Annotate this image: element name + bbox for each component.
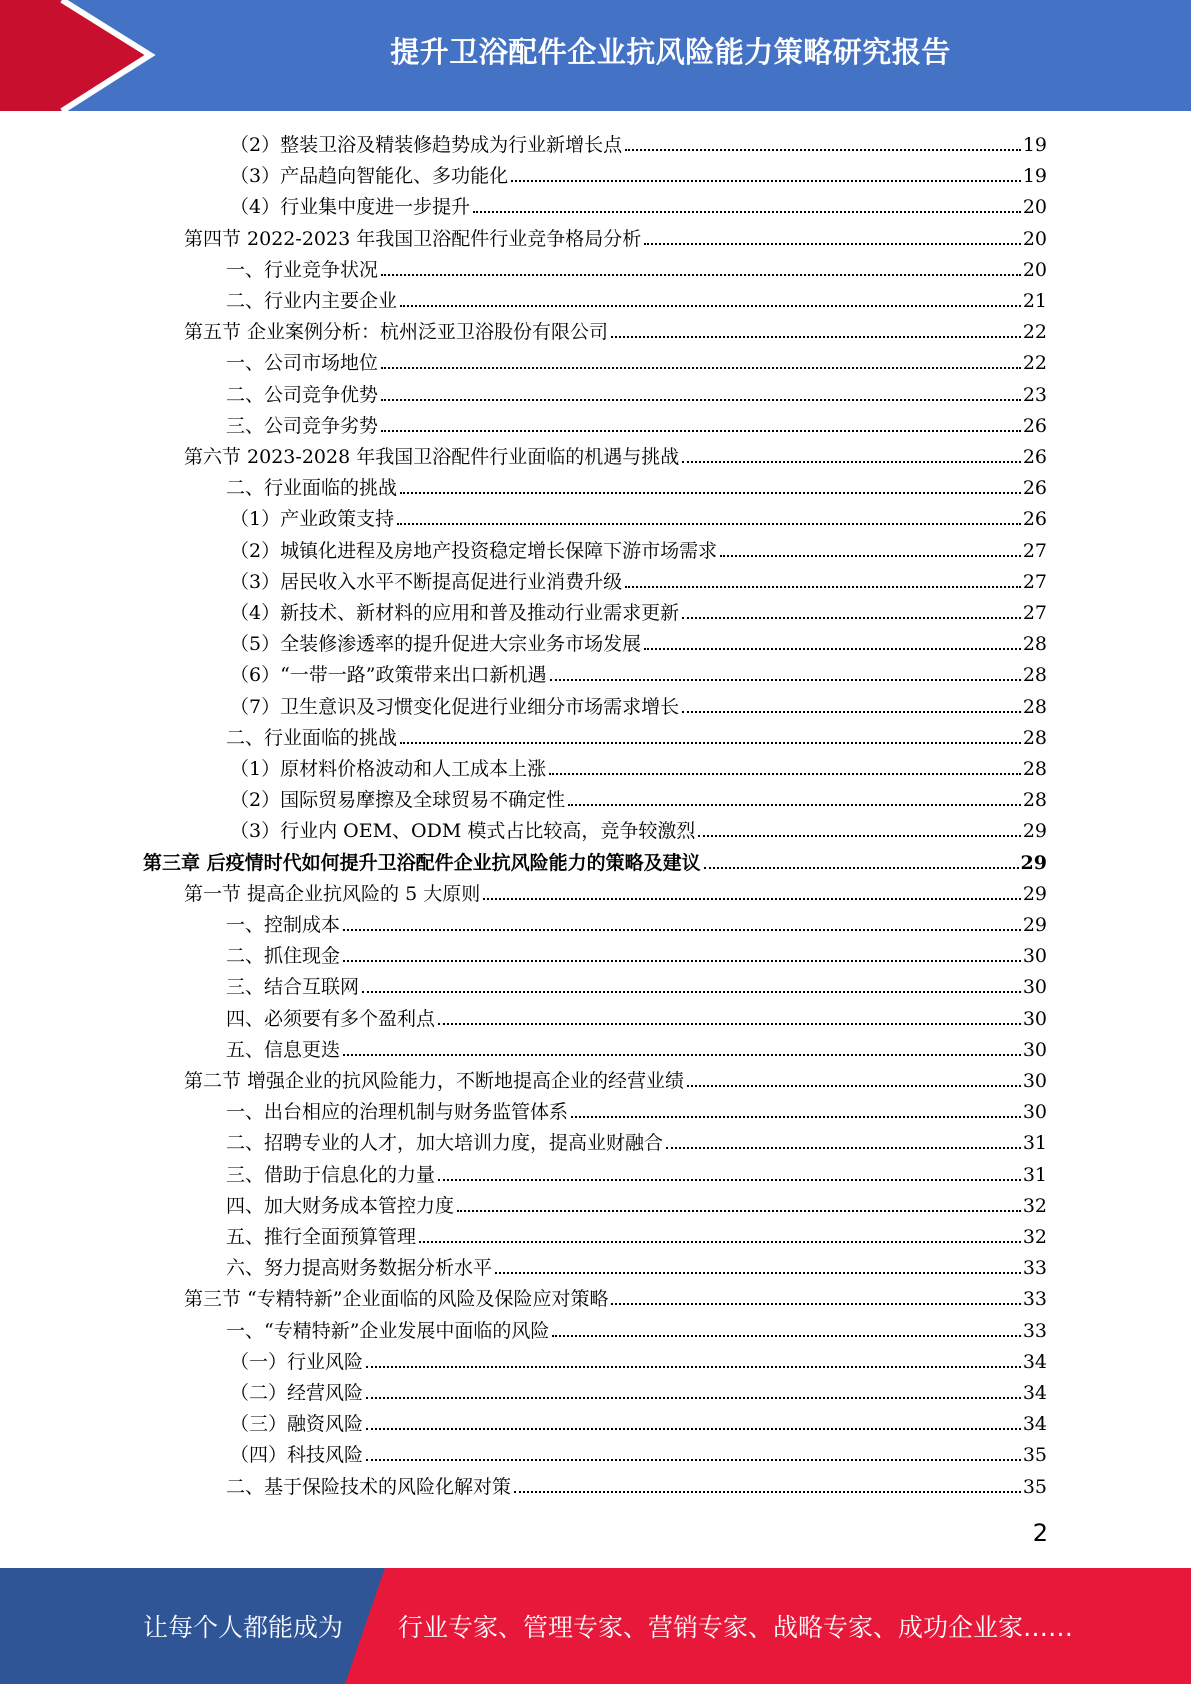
toc-entry-page: 29 xyxy=(1022,820,1047,843)
toc-entry-label: 二、基于保险技术的风险化解对策 xyxy=(226,1475,512,1498)
toc-entry[interactable] xyxy=(226,906,1047,937)
toc-entry-page: 26 xyxy=(1022,414,1047,437)
toc-leader-dots xyxy=(625,585,1021,588)
toc-entry[interactable] xyxy=(226,407,1047,438)
toc-entry-label: （4）新技术、新材料的应用和普及推动行业需求更新 xyxy=(230,602,680,624)
toc-entry-page: 30 xyxy=(1022,976,1047,999)
toc-leader-dots xyxy=(550,678,1021,681)
toc-entry-label: （4）行业集中度进一步提升 xyxy=(230,196,471,219)
toc-entry-label: （1）产业政策支持 xyxy=(230,508,395,531)
toc-entry[interactable] xyxy=(230,1436,1047,1467)
toc-entry[interactable] xyxy=(184,220,1047,251)
toc-entry-page: 20 xyxy=(1022,258,1047,281)
toc-entry-label: 一、出台相应的治理机制与财务监管体系 xyxy=(226,1101,569,1124)
toc-leader-dots xyxy=(687,1084,1021,1087)
toc-entry-label: 第三节 “专精特新”企业面临的风险及保险应对策略 xyxy=(184,1288,609,1311)
page-number: 2 xyxy=(1032,1519,1048,1547)
toc-entry-label: 三、借助于信息化的力量 xyxy=(226,1163,436,1186)
toc-entry[interactable] xyxy=(226,1093,1047,1124)
toc-leader-dots xyxy=(644,242,1021,245)
toc-entry[interactable] xyxy=(230,1343,1047,1374)
toc-entry[interactable] xyxy=(230,781,1047,812)
toc-entry[interactable] xyxy=(184,313,1047,344)
toc-entry[interactable] xyxy=(230,812,1047,843)
toc-entry[interactable] xyxy=(226,251,1047,282)
toc-entry-page: 20 xyxy=(1022,196,1047,219)
toc-entry-page: 32 xyxy=(1022,1226,1047,1248)
toc-entry-label: （6）“一带一路”政策带来出口新机遇 xyxy=(230,664,547,687)
toc-entry[interactable] xyxy=(230,126,1047,157)
toc-entry-label: 第一节 提高企业抗风险的 5 大原则 xyxy=(184,882,481,905)
toc-entry-label: （7）卫生意识及习惯变化促进行业细分市场需求增长 xyxy=(230,695,680,718)
toc-leader-dots xyxy=(343,959,1021,962)
toc-leader-dots xyxy=(644,647,1021,650)
toc-entry-label: （2）城镇化进程及房地产投资稳定增长保障下游市场需求 xyxy=(230,539,718,562)
toc-leader-dots xyxy=(682,460,1021,463)
toc-entry-page: 30 xyxy=(1022,1101,1047,1124)
toc-entry-label: 二、行业面临的挑战 xyxy=(226,477,398,500)
toc-leader-dots xyxy=(438,1178,1021,1181)
toc-leader-dots xyxy=(366,1365,1021,1368)
toc-entry-label: 二、招聘专业的人才，加大培训力度，提高业财融合 xyxy=(226,1132,664,1155)
toc-entry-label: 第五节 企业案例分析：杭州泛亚卫浴股份有限公司 xyxy=(184,321,609,344)
toc-entry-page: 34 xyxy=(1022,1382,1047,1404)
toc-entry[interactable] xyxy=(230,532,1047,563)
toc-entry[interactable] xyxy=(230,1374,1047,1405)
toc-entry-page: 30 xyxy=(1022,945,1047,968)
toc-entry[interactable] xyxy=(226,968,1047,999)
toc-entry-page: 20 xyxy=(1022,227,1047,250)
toc-entry-page: 34 xyxy=(1022,1413,1047,1436)
page-footer xyxy=(0,1568,1191,1684)
toc-leader-dots xyxy=(397,522,1021,525)
toc-entry[interactable] xyxy=(230,500,1047,531)
toc-entry-label: 一、公司市场地位 xyxy=(226,352,379,375)
toc-entry[interactable] xyxy=(226,1218,1047,1249)
toc-entry[interactable] xyxy=(226,1031,1047,1062)
toc-entry-label: 五、推行全面预算管理 xyxy=(226,1226,417,1248)
toc-entry[interactable] xyxy=(230,594,1047,625)
toc-entry-page: 26 xyxy=(1022,508,1047,531)
toc-entry-label: 第二节 增强企业的抗风险能力，不断地提高企业的经营业绩 xyxy=(184,1070,685,1092)
toc-entry-label: 一、控制成本 xyxy=(226,914,341,936)
toc-entry-page: 30 xyxy=(1022,1070,1047,1092)
toc-leader-dots xyxy=(381,366,1021,369)
toc-entry-page: 27 xyxy=(1022,602,1047,624)
toc-entry-page: 27 xyxy=(1022,539,1047,562)
toc-entry-label: 一、行业竞争状况 xyxy=(226,258,379,281)
toc-entry-page: 30 xyxy=(1022,1007,1047,1030)
toc-entry-label: （1）原材料价格波动和人工成本上涨 xyxy=(230,758,547,780)
toc-entry[interactable] xyxy=(230,188,1047,219)
toc-entry[interactable] xyxy=(230,1405,1047,1436)
toc-entry[interactable] xyxy=(230,157,1047,188)
toc-entry[interactable] xyxy=(226,1156,1047,1187)
toc-entry-page: 26 xyxy=(1022,446,1047,468)
toc-leader-dots xyxy=(682,710,1021,713)
toc-entry-page: 22 xyxy=(1022,352,1047,375)
toc-entry-label: （5）全装修渗透率的提升促进大宗业务市场发展 xyxy=(230,633,642,656)
toc-leader-dots xyxy=(511,179,1021,182)
toc-entry-page: 29 xyxy=(1020,851,1047,874)
toc-entry[interactable] xyxy=(226,719,1047,750)
page-header xyxy=(0,0,1191,111)
toc-entry-label: （3）产品趋向智能化、多功能化 xyxy=(230,165,509,188)
toc-entry-page: 22 xyxy=(1022,321,1047,344)
toc-leader-dots xyxy=(514,1490,1021,1493)
toc-entry-page: 27 xyxy=(1022,570,1047,593)
toc-entry-label: 二、公司竞争优势 xyxy=(226,383,379,406)
toc-entry-label: 一、“专精特新”企业发展中面临的风险 xyxy=(226,1319,550,1342)
toc-leader-dots xyxy=(682,616,1021,619)
toc-entry-page: 19 xyxy=(1022,134,1047,156)
toc-entry-label: （二）经营风险 xyxy=(230,1382,364,1404)
toc-entry[interactable] xyxy=(226,937,1047,968)
toc-entry-page: 19 xyxy=(1022,165,1047,188)
toc-leader-dots xyxy=(362,990,1021,993)
toc-leader-dots xyxy=(611,335,1021,338)
toc-entry-label: （四）科技风险 xyxy=(230,1444,364,1467)
toc-entry-label: 第三章 后疫情时代如何提升卫浴配件企业抗风险能力的策略及建议 xyxy=(143,851,701,874)
toc-leader-dots xyxy=(704,866,1019,869)
footer-slogan-left: 让每个人都能成为 xyxy=(143,1613,344,1642)
toc-leader-dots xyxy=(698,834,1020,837)
toc-entry-label: 二、行业内主要企业 xyxy=(226,290,398,312)
toc-entry-page: 23 xyxy=(1022,383,1047,406)
toc-entry-page: 31 xyxy=(1022,1132,1047,1155)
toc-entry-page: 31 xyxy=(1022,1163,1047,1186)
toc-entry-label: 四、加大财务成本管控力度 xyxy=(226,1194,455,1217)
toc-entry[interactable] xyxy=(226,1312,1047,1343)
toc-entry[interactable] xyxy=(184,438,1047,469)
toc-entry-label: （2）整装卫浴及精装修趋势成为行业新增长点 xyxy=(230,134,623,156)
toc-entry-label: 二、行业面临的挑战 xyxy=(226,726,398,749)
toc-entry-label: （一）行业风险 xyxy=(230,1350,364,1373)
toc-leader-dots xyxy=(381,429,1021,432)
toc-entry-page: 30 xyxy=(1022,1038,1047,1061)
toc-leader-dots xyxy=(549,772,1021,775)
toc-leader-dots xyxy=(473,210,1021,213)
toc-entry[interactable] xyxy=(226,282,1047,313)
toc-leader-dots xyxy=(625,148,1021,151)
report-title: 提升卫浴配件企业抗风险能力策略研究报告 xyxy=(390,34,951,69)
toc-entry-page: 32 xyxy=(1022,1194,1047,1217)
toc-entry-page: 35 xyxy=(1022,1475,1047,1498)
toc-entry-label: （2）国际贸易摩擦及全球贸易不确定性 xyxy=(230,789,566,812)
toc-entry-page: 33 xyxy=(1022,1288,1047,1311)
toc-entry-label: 四、必须要有多个盈利点 xyxy=(226,1007,436,1030)
toc-leader-dots xyxy=(343,928,1021,931)
toc-leader-dots xyxy=(366,1396,1021,1399)
toc-entry-page: 28 xyxy=(1022,789,1047,812)
toc-leader-dots xyxy=(400,741,1021,744)
toc-entry-page: 34 xyxy=(1022,1350,1047,1373)
toc-entry-page: 26 xyxy=(1022,477,1047,500)
toc-leader-dots xyxy=(381,273,1021,276)
toc-leader-dots xyxy=(343,1053,1021,1056)
toc-entry-page: 28 xyxy=(1022,758,1047,780)
toc-entry-page: 29 xyxy=(1022,882,1047,905)
toc-entry-page: 28 xyxy=(1022,726,1047,749)
toc-leader-dots xyxy=(366,1427,1021,1430)
toc-entry-label: （3）居民收入水平不断提高促进行业消费升级 xyxy=(230,570,623,593)
toc-entry[interactable] xyxy=(230,563,1047,594)
toc-entry[interactable] xyxy=(230,656,1047,687)
toc-leader-dots xyxy=(568,803,1021,806)
toc-leader-dots xyxy=(438,1022,1021,1025)
toc-entry[interactable] xyxy=(226,344,1047,375)
toc-entry-page: 28 xyxy=(1022,664,1047,687)
toc-entry[interactable] xyxy=(226,376,1047,407)
toc-leader-dots xyxy=(457,1209,1021,1212)
toc-leader-dots xyxy=(571,1115,1021,1118)
toc-entry[interactable] xyxy=(184,875,1047,906)
toc-entry[interactable] xyxy=(226,1124,1047,1155)
toc-leader-dots xyxy=(381,398,1021,401)
toc-entry[interactable] xyxy=(184,1062,1047,1093)
toc-leader-dots xyxy=(483,897,1021,900)
toc-entry-page: 33 xyxy=(1022,1319,1047,1342)
toc-entry-label: 二、抓住现金 xyxy=(226,945,341,968)
toc-entry-label: 六、努力提高财务数据分析水平 xyxy=(226,1257,493,1280)
toc-leader-dots xyxy=(720,554,1021,557)
toc-entry-page: 28 xyxy=(1022,695,1047,718)
toc-entry-page: 33 xyxy=(1022,1257,1047,1280)
toc-entry[interactable] xyxy=(230,625,1047,656)
toc-entry[interactable] xyxy=(184,1280,1047,1311)
footer-slogan-right: 行业专家、管理专家、营销专家、战略专家、成功企业家…… xyxy=(398,1613,1074,1642)
toc-entry[interactable] xyxy=(230,750,1047,781)
toc-leader-dots xyxy=(495,1271,1021,1274)
toc-entry-label: （三）融资风险 xyxy=(230,1413,364,1436)
toc-entry-label: （3）行业内 OEM、ODM 模式占比较高，竞争较激烈 xyxy=(230,820,696,843)
toc-entry-page: 29 xyxy=(1022,914,1047,936)
toc-entry-page: 28 xyxy=(1022,633,1047,656)
toc-entry[interactable] xyxy=(226,1468,1047,1499)
toc-leader-dots xyxy=(419,1240,1021,1243)
toc-leader-dots xyxy=(400,304,1021,307)
toc-entry[interactable] xyxy=(143,844,1047,875)
toc-entry[interactable] xyxy=(230,688,1047,719)
toc-entry[interactable] xyxy=(226,1187,1047,1218)
toc-entry-label: 三、结合互联网 xyxy=(226,976,360,999)
toc-entry-label: 三、公司竞争劣势 xyxy=(226,414,379,437)
toc-entry-page: 21 xyxy=(1022,290,1047,312)
toc-entry[interactable] xyxy=(226,1000,1047,1031)
toc-entry-label: 第六节 2023-2028 年我国卫浴配件行业面临的机遇与挑战 xyxy=(184,446,680,468)
toc-entry-label: 第四节 2022-2023 年我国卫浴配件行业竞争格局分析 xyxy=(184,227,642,250)
toc-leader-dots xyxy=(666,1146,1021,1149)
toc-leader-dots xyxy=(611,1302,1020,1305)
toc-leader-dots xyxy=(366,1458,1021,1461)
toc-entry-page: 35 xyxy=(1022,1444,1047,1467)
toc-entry[interactable] xyxy=(226,469,1047,500)
toc-entry-label: 五、信息更迭 xyxy=(226,1038,341,1061)
toc-leader-dots xyxy=(552,1334,1020,1337)
toc-leader-dots xyxy=(400,491,1021,494)
toc-entry[interactable] xyxy=(226,1249,1047,1280)
